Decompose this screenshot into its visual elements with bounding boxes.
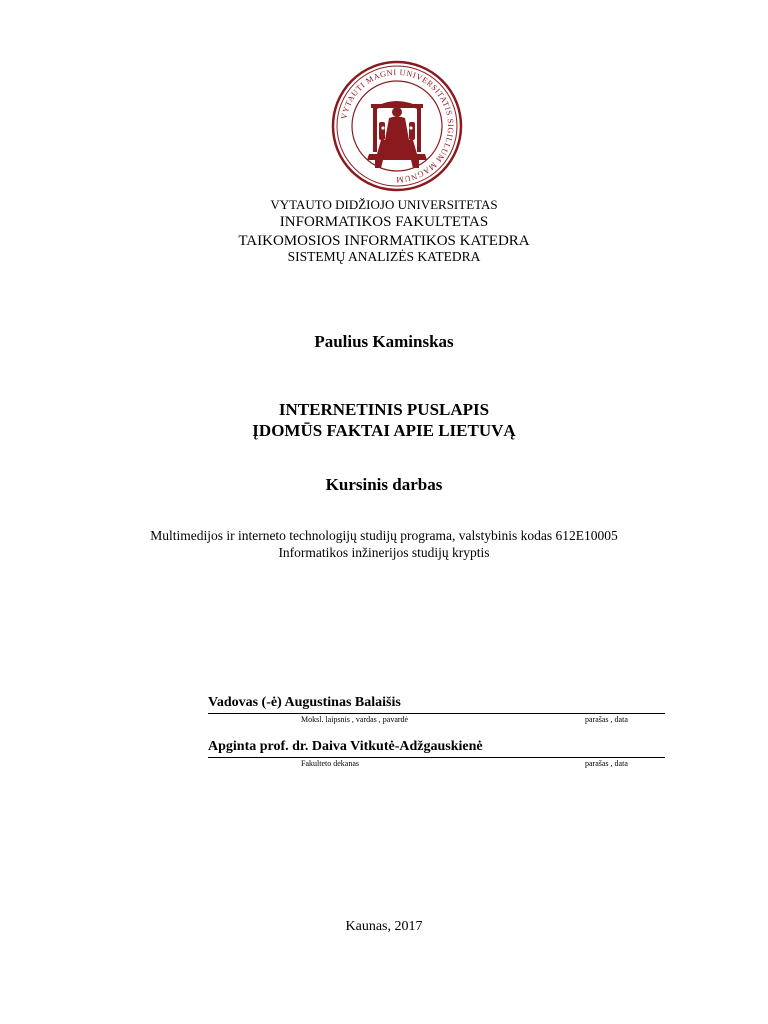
university-name: VYTAUTO DIDŽIOJO UNIVERSITETAS: [270, 197, 498, 212]
place-and-year: Kaunas, 2017: [345, 919, 423, 934]
thesis-title-line-2: ĮDOMŪS FAKTAI APIE LIETUVĄ: [252, 421, 516, 440]
thesis-title-line-1: INTERNETINIS PUSLAPIS: [278, 400, 490, 419]
seal-legend: VYTAUTI MAGNI UNIVERSITATIS SIGILLUM MAGNUM: [339, 67, 456, 185]
faculty-name: INFORMATIKOS FAKULTETAS: [279, 214, 489, 230]
department-name-1: TAIKOMOSIOS INFORMATIKOS KATEDRA: [238, 233, 530, 249]
dean-signature-caption: parašas , data: [585, 759, 628, 768]
work-type: Kursinis darbas: [325, 475, 443, 494]
supervisor-line: Vadovas (-ė) Augustinas Balaišis: [208, 694, 665, 714]
supervisor-signature-caption: parašas , data: [585, 715, 628, 724]
supervisor-caption: Moksl. laipsnis , vardas , pavardė: [301, 715, 409, 724]
defended-signature-block: [208, 738, 665, 770]
study-direction: Informatikos inžinerijos studijų kryptis: [278, 545, 490, 560]
university-seal-icon: [331, 60, 463, 192]
study-program: Multimedijos ir interneto technologijų studijų programa, valstybinis kodas 612E10005: [150, 528, 618, 543]
dean-caption: Fakulteto dekanas: [301, 759, 359, 768]
author-name: Paulius Kaminskas: [314, 332, 454, 351]
defended-line: Apginta prof. dr. Daiva Vitkutė-Adžgauskienė: [208, 738, 665, 758]
supervisor-signature-block: [208, 694, 665, 726]
department-name-2: SISTEMŲ ANALIZĖS KATEDRA: [287, 249, 481, 264]
